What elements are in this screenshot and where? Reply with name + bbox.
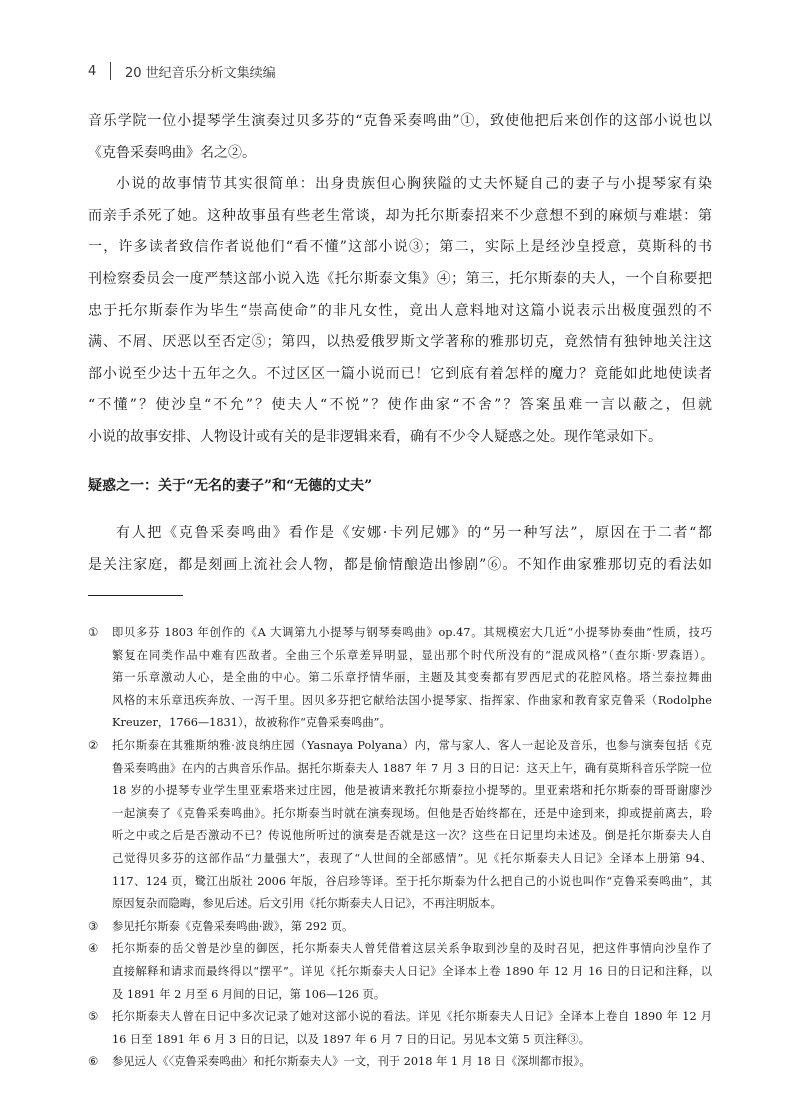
footnote [88, 1006, 712, 1051]
text-line: 音乐学院一位小提琴学生演奏过贝多芬的“克鲁采奏鸣曲”①，致使他把后来创作的这部小说也以 [88, 113, 712, 129]
footnote-line: 参见远人《〈克鲁采奏鸣曲〉和托尔斯泰夫人》一文，刊于 2018 年 1 月 18 日《深圳都市报》。 [112, 1055, 591, 1069]
footnote-line: 托尔斯泰夫人曾在日记中多次记录了她对这部小说的看法。详见《托尔斯泰夫人日记》全译本上卷自 1890 年 12 月 [112, 1010, 712, 1024]
text-line: 一，许多读者致信作者说他们“看不懂”这部小说③；第二，实际上是经沙皇授意，莫斯科的书 [88, 239, 712, 256]
section-heading: 疑惑之一：关于“无名的妻子”和“无德的丈夫” [88, 477, 373, 494]
book-title: 20 世纪音乐分析文集续编 [125, 65, 276, 81]
footnote-number: ③ [88, 919, 99, 933]
paragraph [88, 106, 712, 169]
text-line: 小说的故事安排、人物设计或有关的是非逻辑来看，确有不少令人疑惑之处。现作笔录如下。 [88, 428, 662, 445]
footnote-line: 繁复在同类作品中难有匹敌者。全曲三个乐章差异明显，显出那个时代所没有的“混成风格”（查尔斯·罗森语）。 [112, 648, 712, 662]
footnote-line: 及 1891 年 2 月至 6 月间的日记，第 106—126 页。 [112, 987, 386, 1001]
footnote-number: ④ [88, 942, 99, 956]
text-line: 忠于托尔斯泰作为毕生“崇高使命”的非凡女性，竟出人意料地对这篇小说表示出极度强烈的不 [88, 302, 712, 319]
footnote-number: ⑥ [88, 1055, 99, 1069]
footnote-separator [88, 595, 183, 596]
footnote-line: 第一乐章激动人心，是全曲的中心。第二乐章抒情华丽，主题及其变奏都有罗西尼式的花腔风格。塔兰泰拉舞曲 [112, 671, 712, 685]
text-line: 而亲手杀死了她。这种故事虽有些老生常谈，却为托尔斯泰招来不少意想不到的麻烦与难堪：第 [88, 207, 712, 224]
header-divider [110, 62, 111, 80]
footnote-number: ② [88, 738, 99, 752]
main-text [88, 106, 712, 581]
footnote [88, 735, 712, 916]
footnote-line: 16 日至 1891 年 6 月 3 日的日记，以及 1897 年 6 月 7 日的日记。另见本文第 5 页注释③。 [112, 1032, 590, 1046]
text-line: 满、不屑、厌恶以至否定⑤；第四，以热爱俄罗斯文学著称的雅那切克，竟然情有独钟地关注这 [88, 334, 712, 351]
paragraph [88, 169, 712, 453]
footnote-line: 听之中或之后是否激动不已？传说他所听过的演奏是否就是这一次？这些在日记里均未述及。倒是托尔斯泰夫人自 [112, 829, 712, 843]
text-line: 小说的故事情节其实很简单：出身贵族但心胸狭隘的丈夫怀疑自己的妻子与小提琴家有染 [116, 176, 712, 193]
footnote-line: 一起演奏了《克鲁采奏鸣曲》。托尔斯泰当时就在演奏现场。但他是否始终都在，还是中途到来，抑或提前离去，聆 [112, 806, 712, 820]
footnote-line: 风格的末乐章迅疾奔放、一泻千里。因贝多芬把它献给法国小提琴家、指挥家、作曲家和教育家克鲁采（Rodolphe [112, 693, 712, 707]
footnote-line: 117、124 页，鹭江出版社 2006 年版，谷启珍等译。至于托尔斯泰为什么把自己的小说也叫作“克鲁采奏鸣曲”，其 [112, 874, 712, 888]
paragraph [88, 518, 712, 581]
text-line: 刊检察委员会一度严禁这部小说入选《托尔斯泰文集》④；第三，托尔斯泰的夫人，一个自称要把 [88, 270, 712, 287]
footnote-line: 鲁采奏鸣曲》在内的古典音乐作品。据托尔斯泰夫人 1887 年 7 月 3 日的日记：这天上午，确有莫斯科音乐学院一位 [112, 761, 712, 775]
footnote-line: 托尔斯泰的岳父曾是沙皇的御医，托尔斯泰夫人曾凭借着这层关系争取到沙皇的及时召见，把这件事情向沙皇作了 [112, 942, 712, 956]
footnote [88, 916, 712, 939]
footnote-line: 己觉得贝多芬的这部作品“力量强大”，表现了“人世间的全部感情”。见《托尔斯泰夫人日记》全译本上册第 94、 [112, 851, 712, 865]
footnotes [88, 622, 712, 1074]
footnote-line: 直接解释和请求而最终得以“摆平”。详见《托尔斯泰夫人日记》全译本上卷 1890 年 12 月 16 日的日记和注释，以 [112, 964, 712, 978]
footnote-line: 原因复杂而隐晦，参见后述。后文引用《托尔斯泰夫人日记》，不再注明版本。 [112, 897, 502, 911]
text-line: 部小说至少达十五年之久。不过区区一篇小说而已！它到底有着怎样的魔力？竟能如此地使读者 [88, 365, 712, 382]
footnote-line: 托尔斯泰在其雅斯纳雅·波良纳庄园（Yasnaya Polyana）内，常与家人、客人一起论及音乐，也参与演奏包括《克 [112, 738, 712, 752]
text-line: 是关注家庭，都是刻画上流社会人物，都是偷情酿造出惨剧”⑥。不知作曲家雅那切克的看法如 [88, 556, 712, 573]
footnote-line: 18 岁的小提琴专业学生里亚索塔来过庄园，他是被请来教托尔斯泰拉小提琴的。里亚索塔和托尔斯泰的哥哥谢廖沙 [112, 784, 712, 798]
text-line: 《克鲁采奏鸣曲》名之②。 [88, 144, 256, 161]
running-header [88, 60, 276, 82]
footnote [88, 938, 712, 1006]
footnote-line: Kreuzer，1766—1831），故被称作“克鲁采奏鸣曲”。 [112, 716, 391, 730]
footnote-number: ⑤ [88, 1010, 99, 1024]
footnote-line: 即贝多芬 1803 年创作的《A 大调第九小提琴与钢琴奏鸣曲》op.47。其规模宏大几近“小提琴协奏曲”性质，技巧 [112, 626, 712, 639]
footnote-line: 参见托尔斯泰《克鲁采奏鸣曲·跋》，第 292 页。 [112, 919, 354, 933]
text-line: “不懂”？使沙皇“不允”？使夫人“不悦”？使作曲家“不舍”？答案虽难一言以蔽之，但就 [88, 397, 712, 414]
text-line: 有人把《克鲁采奏鸣曲》看作是《安娜·卡列尼娜》的“另一种写法”，原因在于二者“都 [116, 525, 712, 542]
page-number: 4 [88, 63, 97, 79]
footnote [88, 622, 712, 735]
footnote [88, 1051, 712, 1074]
footnote-number: ① [88, 626, 99, 639]
